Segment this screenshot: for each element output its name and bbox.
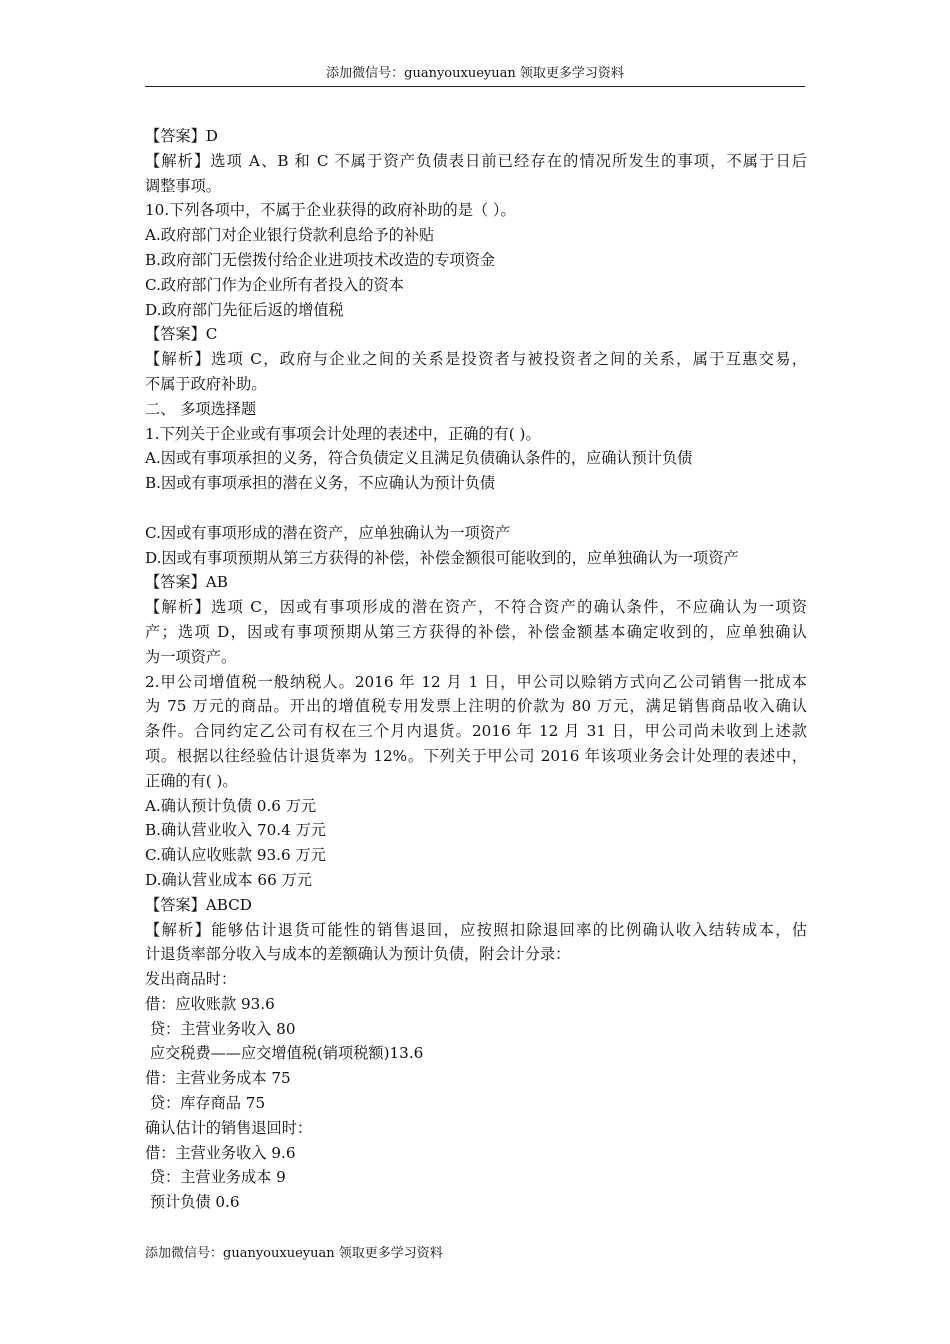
question-line: 项。根据以往经验估计退货率为 12%。下列关于甲公司 2016 年该项业务会计处理的表述中， [145, 746, 807, 765]
question-line: 2.甲公司增值税一般纳税人。2016 年 12 月 1 日，甲公司以赊销方式向乙公司销售一批成本 [145, 672, 807, 691]
document-body [145, 124, 807, 1215]
analysis-line: 为一项资产。 [145, 647, 237, 666]
question-line: 正确的有( )。 [145, 771, 238, 790]
analysis-line: 【解析】能够估计退货可能性的销售退回，应按照扣除退回率的比例确认收入结转成本，估 [145, 920, 807, 939]
question-line: 10.下列各项中，不属于企业获得的政府补助的是（ ）。 [145, 201, 516, 220]
option-line: A.确认预计负债 0.6 万元 [145, 796, 317, 815]
question-line: 1.下列关于企业或有事项会计处理的表述中，正确的有( )。 [145, 424, 541, 443]
page-header: 添加微信号：guanyouxueyuan 领取更多学习资料 [145, 62, 805, 87]
option-line: B.确认营业收入 70.4 万元 [145, 821, 326, 840]
option-line: D.政府部门先征后返的增值税 [145, 300, 344, 319]
journal-line: 确认估计的销售退回时： [145, 1118, 313, 1137]
option-line: B.因或有事项承担的潜在义务，不应确认为预计负债 [145, 474, 496, 493]
option-line: C.政府部门作为企业所有者投入的资本 [145, 275, 404, 294]
answer-line: 【答案】D [145, 127, 218, 145]
blank-line [145, 496, 807, 521]
journal-line: 借：主营业务成本 75 [145, 1069, 291, 1088]
analysis-line: 【解析】选项 C，政府与企业之间的关系是投资者与被投资者之间的关系，属于互惠交易， [145, 350, 807, 369]
journal-line: 借：主营业务收入 9.6 [145, 1143, 296, 1162]
question-line: 为 75 万元的商品。开出的增值税专用发票上注明的价款为 80 万元，满足销售商品收入确认 [145, 697, 807, 716]
analysis-line: 调整事项。 [145, 176, 221, 195]
journal-line: 贷：主营业务收入 80 [145, 1019, 296, 1038]
option-line: C.确认应收账款 93.6 万元 [145, 846, 326, 865]
option-line: C.因或有事项形成的潜在资产，应单独确认为一项资产 [145, 523, 511, 542]
journal-line: 借：应收账款 93.6 [145, 994, 275, 1013]
option-line: D.因或有事项预期从第三方获得的补偿，补偿金额很可能收到的，应单独确认为一项资产 [145, 548, 739, 567]
page-footer: 添加微信号：guanyouxueyuan 领取更多学习资料 [145, 1246, 443, 1261]
analysis-line: 【解析】选项 A、B 和 C 不属于资产负债表日前已经存在的情况所发生的事项，不属于日后 [145, 151, 807, 170]
analysis-line: 不属于政府补助。 [145, 374, 267, 393]
answer-line: 【答案】C [145, 325, 218, 344]
analysis-line: 产；选项 D，因或有事项预期从第三方获得的补偿，补偿金额基本确定收到的，应单独确认 [145, 622, 807, 641]
analysis-line: 【解析】选项 C，因或有事项形成的潜在资产，不符合资产的确认条件，不应确认为一项资 [145, 598, 807, 617]
journal-line: 贷：主营业务成本 9 [145, 1168, 286, 1187]
answer-line: 【答案】AB [145, 573, 228, 592]
journal-line: 预计负债 0.6 [145, 1193, 240, 1212]
option-line: A.政府部门对企业银行贷款利息给予的补贴 [145, 226, 435, 245]
answer-line: 【答案】ABCD [145, 895, 252, 914]
section-heading: 二、 多项选择题 [145, 399, 257, 418]
option-line: D.确认营业成本 66 万元 [145, 870, 312, 889]
journal-line: 贷：库存商品 75 [145, 1094, 266, 1113]
question-line: 条件。合同约定乙公司有权在三个月内退货。2016 年 12 月 31 日，甲公司尚未收到上述款 [145, 722, 807, 741]
option-line: A.因或有事项承担的义务，符合负债定义且满足负债确认条件的，应确认预计负债 [145, 449, 693, 468]
option-line: B.政府部门无偿拨付给企业进项技术改造的专项资金 [145, 250, 496, 269]
journal-line: 应交税费——应交增值税(销项税额)13.6 [145, 1044, 424, 1063]
journal-line: 发出商品时： [145, 970, 237, 989]
analysis-line: 计退货率部分收入与成本的差额确认为预计负债，附会计分录： [145, 945, 571, 964]
